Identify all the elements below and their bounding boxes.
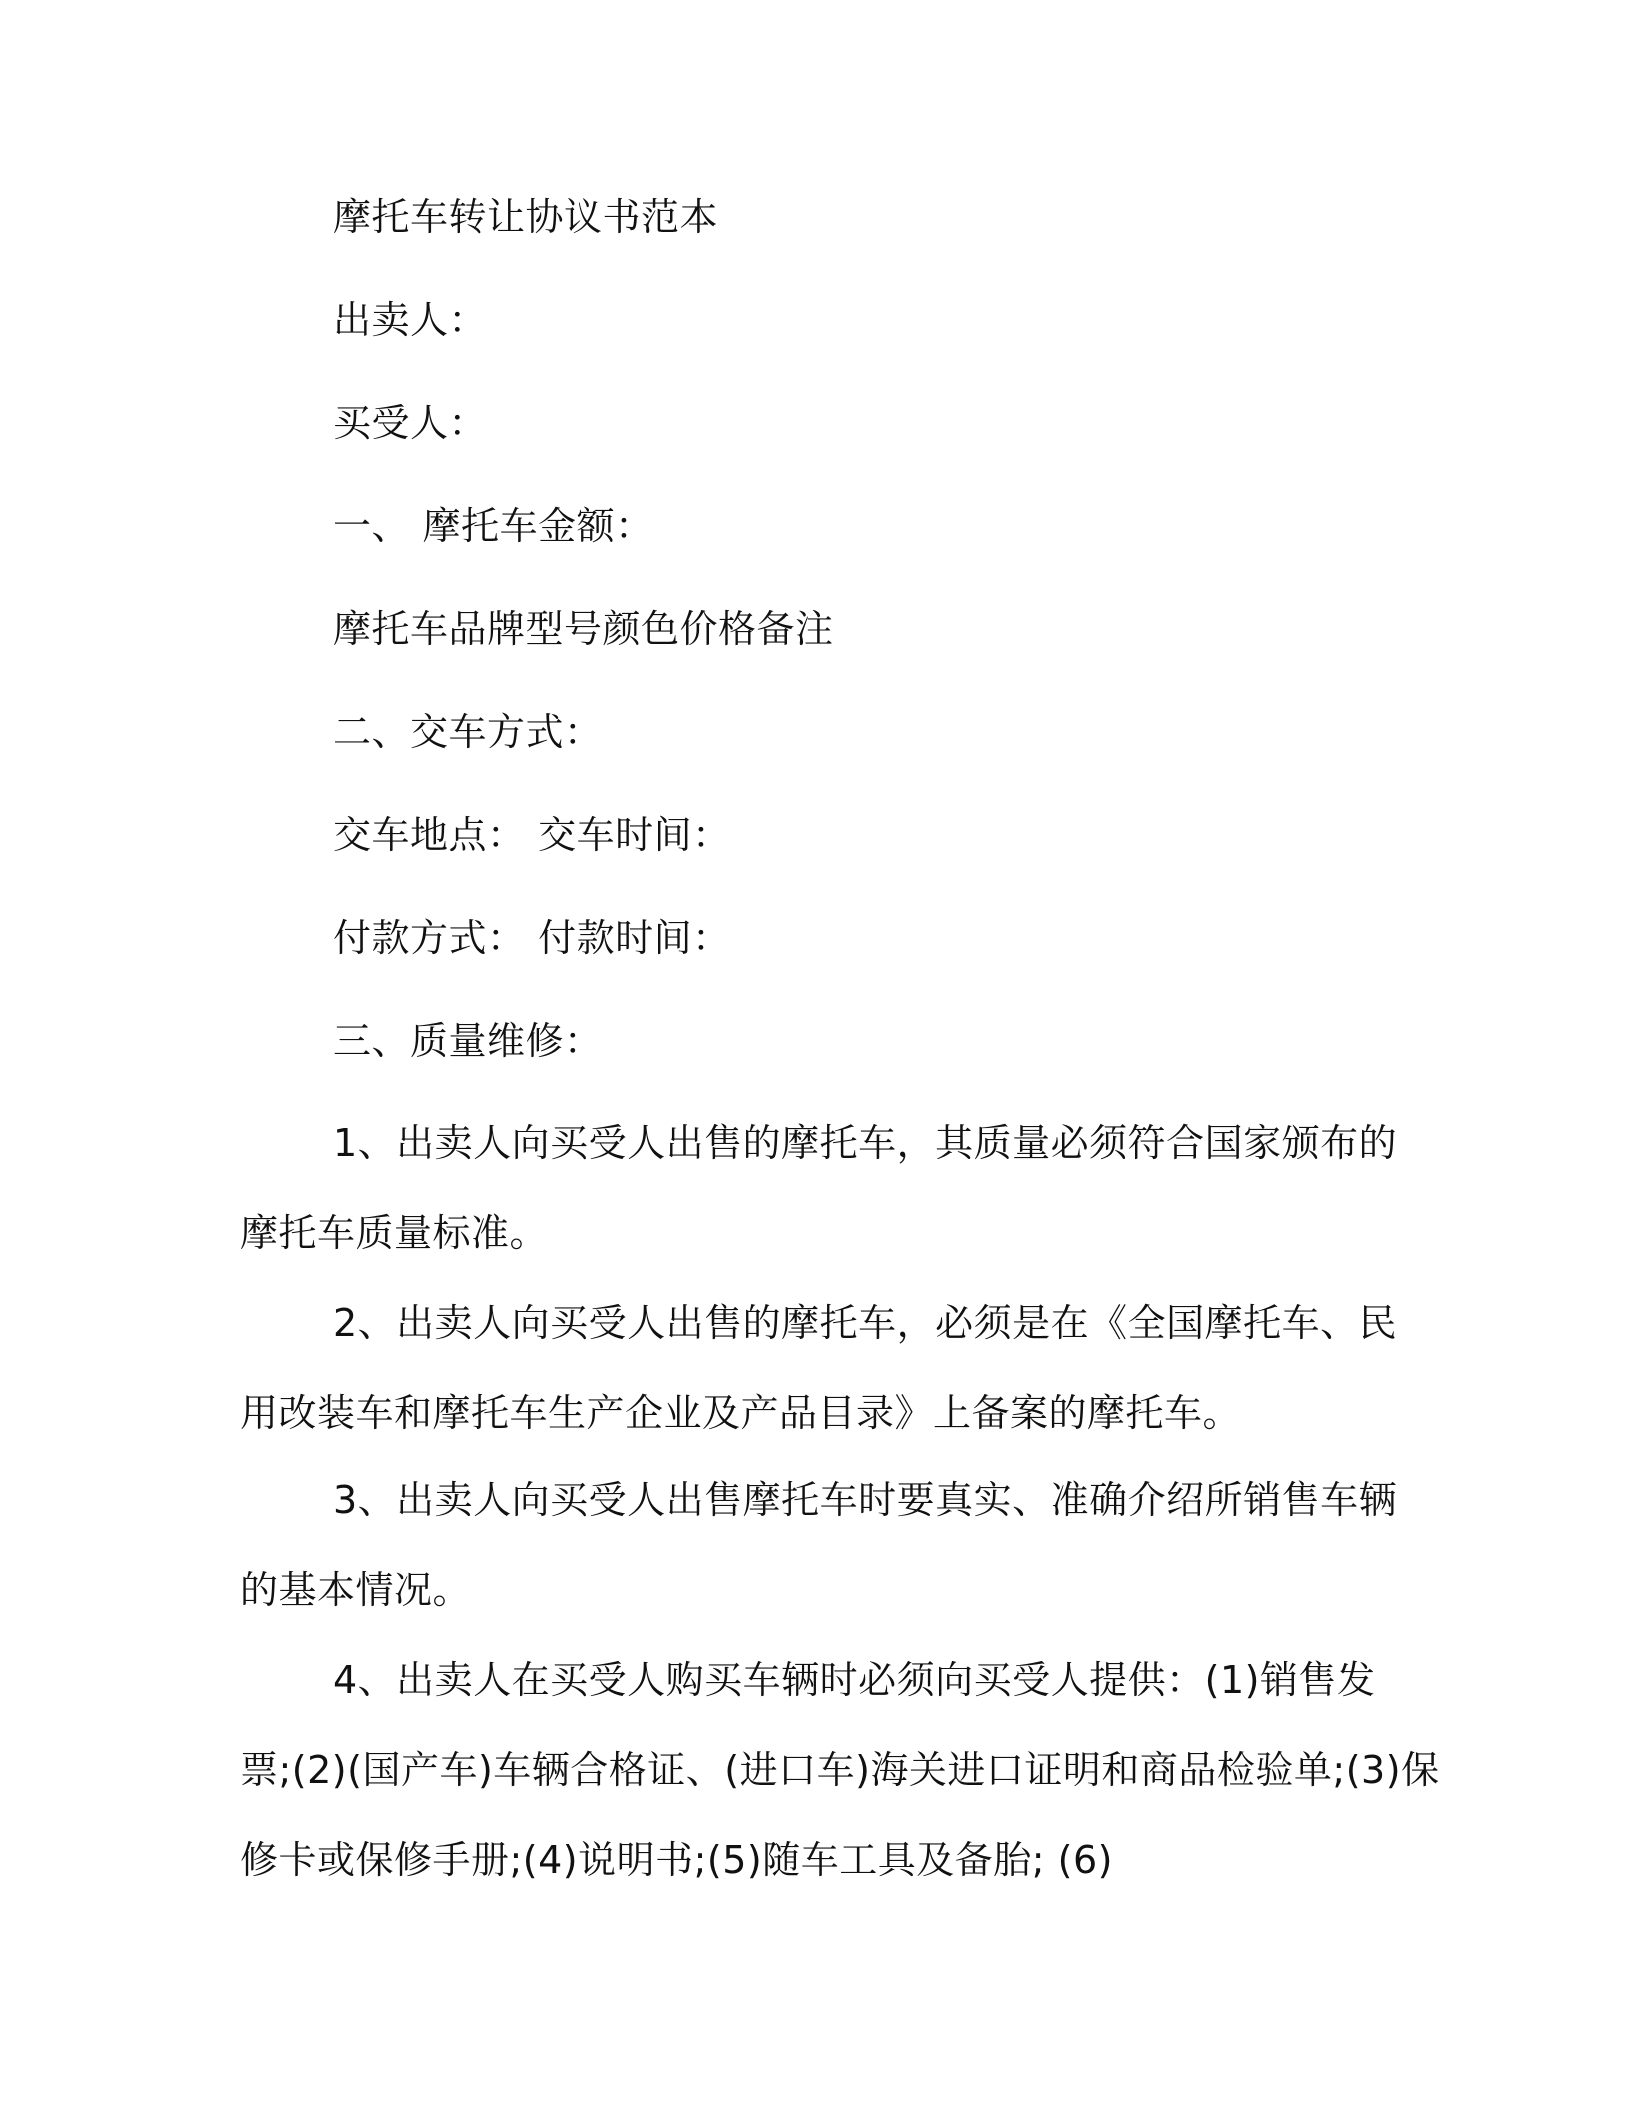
delivery-line: 交车地点： 交车时间： [333, 813, 731, 857]
section-1-heading: 一、 摩托车金额： [333, 504, 654, 548]
clause-4 [240, 1655, 1440, 1885]
clause-3-line-1: 3、出卖人向买受人出售摩托车时要真实、准确介绍所销售车辆 [333, 1478, 1398, 1522]
section-3-heading: 三、质量维修： [333, 1019, 603, 1063]
clause-1 [240, 1118, 1398, 1258]
clause-3-line-2: 的基本情况。 [240, 1568, 472, 1612]
clause-2-line-1: 2、出卖人向买受人出售的摩托车，必须是在《全国摩托车、民 [333, 1301, 1398, 1345]
seller-label: 出卖人： [333, 298, 488, 342]
clause-2-line-2: 用改装车和摩托车生产企业及产品目录》上备案的摩托车。 [240, 1391, 1242, 1435]
clause-3 [240, 1475, 1398, 1615]
document-title: 摩托车转让协议书范本 [333, 195, 719, 239]
clause-4-line-3: 修卡或保修手册;(4)说明书;(5)随车工具及备胎; (6) [240, 1838, 1113, 1882]
payment-line: 付款方式： 付款时间： [333, 916, 731, 960]
clause-4-line-2: 票;(2)(国产车)车辆合格证、(进口车)海关进口证明和商品检验单;(3)保 [240, 1748, 1440, 1792]
table-header-line: 摩托车品牌型号颜色价格备注 [333, 607, 834, 651]
section-2-heading: 二、交车方式： [333, 710, 603, 754]
clause-1-line-2: 摩托车质量标准。 [240, 1211, 549, 1255]
clause-1-line-1: 1、出卖人向买受人出售的摩托车，其质量必须符合国家颁布的 [333, 1121, 1398, 1165]
clause-4-line-1: 4、出卖人在买受人购买车辆时必须向买受人提供：(1)销售发 [333, 1658, 1376, 1702]
clause-2 [240, 1298, 1398, 1438]
buyer-label: 买受人： [333, 401, 488, 445]
